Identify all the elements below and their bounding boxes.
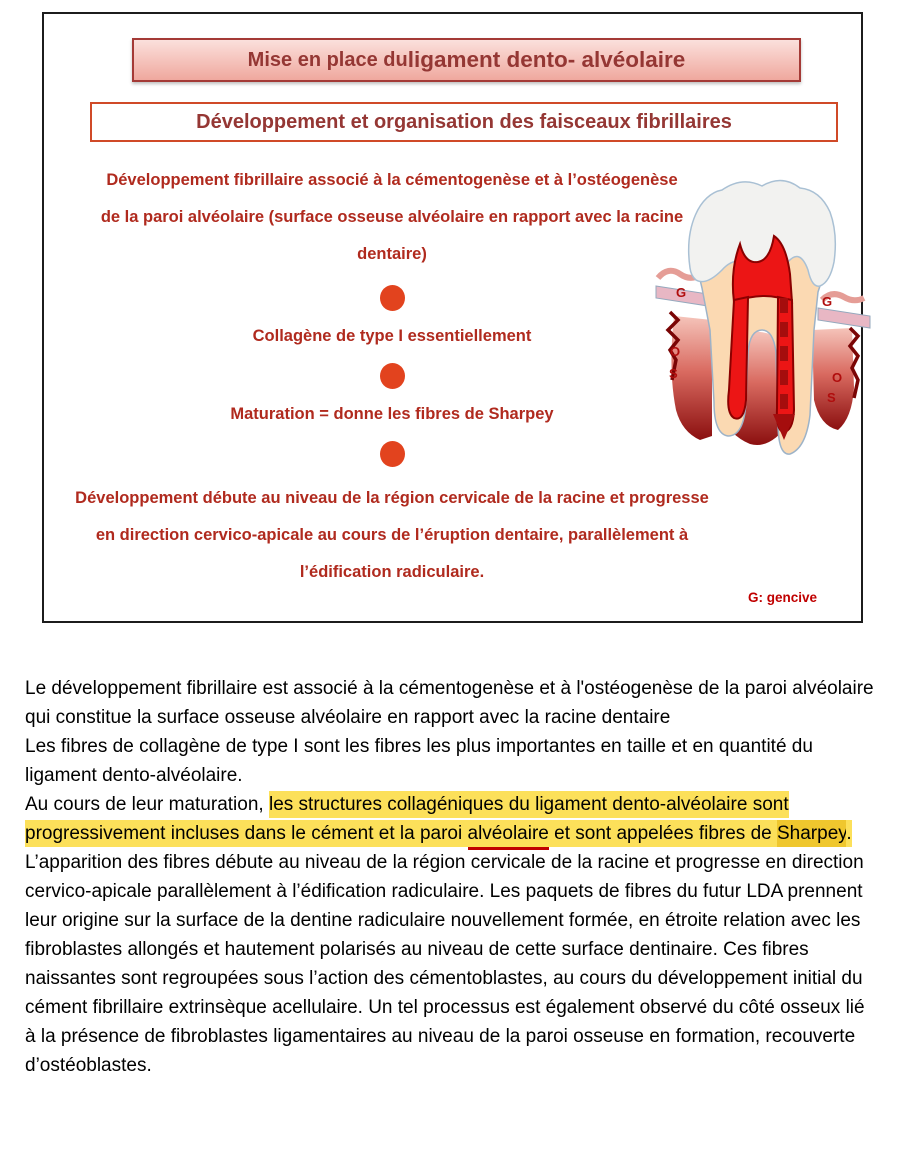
text-line: l’édification radiculaire. (299, 563, 485, 581)
text-line: en direction cervico-apicale au cours de l’éruption dentaire, parallèlement à (95, 526, 689, 544)
bullet-dot-icon (380, 363, 405, 389)
text-line: de la paroi alvéolaire (surface osseuse alvéolaire en rapport avec la racine (100, 208, 684, 226)
highlighted-text: alvéolaire (468, 820, 549, 850)
bullet-dot-icon (380, 285, 405, 311)
slide-panel (42, 12, 863, 623)
body-text: Au cours de leur maturation, (25, 794, 269, 815)
paragraph (25, 848, 875, 1080)
tooth-diagram (650, 170, 875, 465)
label-os-left-o: O (670, 344, 681, 359)
label-gencive-right: G (822, 294, 833, 309)
slide-subtitle-box (90, 102, 838, 142)
highlighted-text: et sont appelées fibres de (549, 820, 777, 847)
alveolar-bone (671, 316, 854, 445)
article (25, 674, 875, 1080)
body-text: Le développement fibrillaire est associé à la cémentogenèse et à l'ostéogenèse de la paroi alvéolaire qui constitue la surface osseuse alvéolaire en rapport avec la racine dentaire (25, 678, 874, 728)
text-line: Développement fibrillaire associé à la cémentogenèse et à l’ostéogenèse (106, 171, 678, 189)
body-text: Les fibres de collagène de type I sont les fibres les plus importantes en taille et en quantité du ligament dento-alvéolaire. (25, 736, 813, 786)
paragraph (25, 790, 875, 848)
paragraph (25, 732, 875, 790)
slide-lead-text (62, 162, 722, 273)
highlighted-text: . (846, 820, 851, 847)
text-line: Développement débute au niveau de la région cervicale de la racine et progresse (75, 489, 709, 507)
slide-bullet-1: Collagène de type I essentiellement (252, 327, 532, 345)
label-os-left-s: S (669, 366, 678, 381)
label-os-right-o: O (832, 370, 843, 385)
slide-content-column (62, 162, 722, 591)
slide-closing-text (62, 480, 722, 591)
body-text: L’apparition des fibres débute au niveau de la région cervicale de la racine et progresse en direction cervico-apicale parallèlement à l’édification radiculaire. Les paquets de fibres du futur LDA prennent leur origine sur la surface de la dentine radiculaire nouvellement formée, en étroite relation avec les fibroblastes allongés et hautement polarisés au niveau de cette surface dentinaire. Ces fibres naissantes sont regroupées sous l’action des cémentoblastes, au cours du développement initial du cément fibrillaire extrinsèque acellulaire. Un tel processus est également observé du côté osseux lié à la présence de fibroblastes ligamentaires au niveau de la paroi osseuse en formation, recouverte d’ostéoblastes. (25, 852, 865, 1076)
legend-caption: G: gencive (747, 590, 817, 605)
highlighted-text: Sharpey (777, 820, 846, 847)
bullet-dot-icon (380, 441, 405, 467)
slide-title-emphasis: ligament dento- alvéolaire (407, 47, 686, 72)
slide-bullet-2: Maturation = donne les fibres de Sharpey (230, 405, 554, 423)
slide-subtitle: Développement et organisation des faisceaux fibrillaires (196, 110, 732, 133)
text-line: dentaire) (357, 245, 427, 263)
highlighted-text: les structures collagéniques du ligament dento-alvéolaire sont progressivement incluses dans le cément et la paroi (25, 791, 789, 847)
label-gencive-left: G (676, 285, 687, 300)
slide-title-box (132, 38, 801, 82)
slide-title: Mise en place du (247, 48, 408, 71)
label-os-right-s: S (827, 390, 836, 405)
paragraph (25, 674, 875, 732)
